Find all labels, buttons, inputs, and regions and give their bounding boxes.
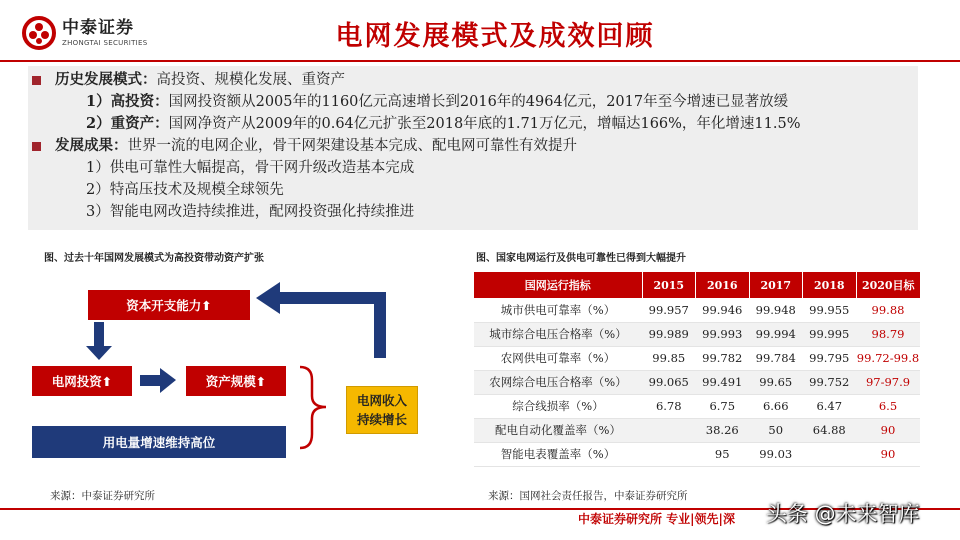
table-cell: 99.752 — [803, 370, 857, 394]
item-text: 国网净资产从2009年的0.64亿元扩张至2018年底的1.71万亿元，增幅达166%，年化增速11.5% — [168, 116, 801, 132]
column-header: 2015 — [642, 272, 696, 298]
arrow-right-icon — [140, 368, 176, 393]
table-cell — [642, 442, 696, 466]
target-cell: 90 — [856, 418, 920, 442]
bracket-icon — [300, 367, 326, 448]
heading-label: 历史发展模式： — [55, 71, 157, 88]
title-divider — [0, 60, 960, 62]
metric-label: 城市供电可靠率（%） — [474, 298, 642, 322]
footer-slogan: 中泰证券研究所 专业|领先|深 — [578, 512, 735, 526]
summary-box — [28, 66, 918, 230]
table-cell: 6.75 — [696, 394, 750, 418]
table-source: 来源：国网社会责任报告，中泰证券研究所 — [488, 490, 688, 502]
table-cell — [803, 442, 857, 466]
table-row — [474, 418, 920, 442]
table-cell: 99.065 — [642, 370, 696, 394]
grid-revenue-box: 电网收入持续增长 — [346, 386, 418, 434]
column-header: 国网运行指标 — [474, 272, 642, 298]
metric-label: 智能电表覆盖率（%） — [474, 442, 642, 466]
table-row — [474, 298, 920, 322]
logo-name: 中泰证券 — [62, 17, 134, 38]
table-caption: 图、国家电网运行及供电可靠性已得到大幅提升 — [476, 253, 686, 264]
summary-item-assets — [32, 113, 918, 135]
table-cell: 99.955 — [803, 298, 857, 322]
heading-label: 发展成果： — [55, 137, 128, 154]
table-cell: 99.994 — [749, 322, 803, 346]
table-cell: 99.989 — [642, 322, 696, 346]
table-row — [474, 370, 920, 394]
target-cell: 90 — [856, 442, 920, 466]
column-header: 2018 — [803, 272, 857, 298]
table-cell: 99.995 — [803, 322, 857, 346]
table-cell: 6.78 — [642, 394, 696, 418]
table-cell: 38.26 — [696, 418, 750, 442]
table-cell: 99.784 — [749, 346, 803, 370]
table-row — [474, 394, 920, 418]
diagram-caption: 图、过去十年国网发展模式为高投资带动资产扩张 — [44, 253, 264, 264]
summary-heading-results — [32, 135, 918, 157]
table-cell: 99.65 — [749, 370, 803, 394]
table-cell: 99.946 — [696, 298, 750, 322]
table-cell: 99.03 — [749, 442, 803, 466]
table-cell: 99.957 — [642, 298, 696, 322]
arrow-down-icon — [86, 322, 112, 360]
table-cell: 64.88 — [803, 418, 857, 442]
result-item: 1）供电可靠性大幅提高，骨干网升级改造基本完成 — [86, 160, 415, 176]
logo-name-en: ZHONGTAI SECURITIES — [62, 38, 148, 47]
metric-label: 农网综合电压合格率（%） — [474, 370, 642, 394]
arrow-feedback-icon — [256, 282, 386, 358]
table-row — [474, 442, 920, 466]
table-cell: 99.795 — [803, 346, 857, 370]
asset-scale-box: 资产规模⬆ — [186, 366, 286, 396]
square-bullet-icon — [32, 142, 41, 151]
heading-text: 世界一流的电网企业，骨干网架建设基本完成、配电网可靠性有效提升 — [127, 138, 577, 154]
table-header-row — [474, 272, 920, 298]
result-item: 3）智能电网改造持续推进，配网投资强化持续推进 — [86, 204, 415, 220]
table-cell: 99.782 — [696, 346, 750, 370]
page-title: 电网发展模式及成效回顾 — [335, 21, 655, 52]
square-bullet-icon — [32, 76, 41, 85]
column-header: 2016 — [696, 272, 750, 298]
grid-investment-box: 电网投资⬆ — [32, 366, 132, 396]
heading-text: 高投资、规模化发展、重资产 — [156, 72, 345, 88]
table-cell: 6.47 — [803, 394, 857, 418]
table-cell: 99.491 — [696, 370, 750, 394]
table-cell: 99.948 — [749, 298, 803, 322]
summary-heading-history — [32, 69, 918, 91]
diagram-source: 来源：中泰证券研究所 — [50, 490, 155, 502]
item-label: 2）重资产： — [86, 115, 169, 132]
capex-capacity-box: 资本开支能力⬆ — [88, 290, 250, 320]
table-cell: 6.66 — [749, 394, 803, 418]
table-cell: 95 — [696, 442, 750, 466]
metric-label: 城市综合电压合格率（%） — [474, 322, 642, 346]
metric-label: 综合线损率（%） — [474, 394, 642, 418]
column-header: 2017 — [749, 272, 803, 298]
target-cell: 98.79 — [856, 322, 920, 346]
grid-metrics-table — [474, 272, 920, 467]
metric-label: 农网供电可靠率（%） — [474, 346, 642, 370]
table-row — [474, 346, 920, 370]
target-cell: 97-97.9 — [856, 370, 920, 394]
table-cell — [642, 418, 696, 442]
power-demand-box: 用电量增速维持高位 — [32, 426, 286, 458]
table-row — [474, 322, 920, 346]
result-item: 2）特高压技术及规模全球领先 — [86, 182, 284, 198]
table-cell: 99.85 — [642, 346, 696, 370]
item-label: 1）高投资： — [86, 93, 169, 110]
target-cell: 99.72-99.8 — [856, 346, 920, 370]
table-cell: 50 — [749, 418, 803, 442]
column-header: 2020目标 — [856, 272, 920, 298]
table-cell: 99.993 — [696, 322, 750, 346]
metric-label: 配电自动化覆盖率（%） — [474, 418, 642, 442]
watermark: 头条 @未来智库 — [766, 502, 920, 526]
target-cell: 6.5 — [856, 394, 920, 418]
summary-item-investment — [32, 91, 918, 113]
item-text: 国网投资额从2005年的1160亿元高速增长到2016年的4964亿元，2017年至今增速已显著放缓 — [168, 94, 789, 110]
target-cell: 99.88 — [856, 298, 920, 322]
